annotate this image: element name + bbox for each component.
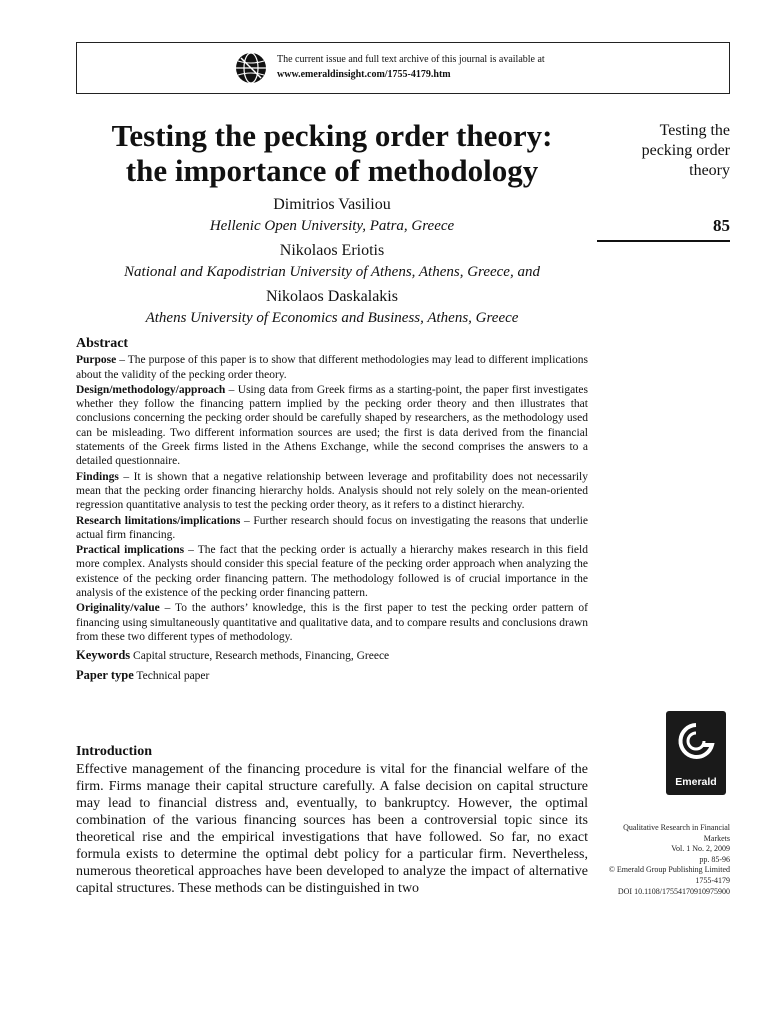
citation-volume: Vol. 1 No. 2, 2009 [671, 844, 730, 854]
citation-issn: 1755-4179 [695, 875, 730, 885]
title-line-2: the importance of methodology [125, 153, 539, 188]
author-name: Dimitrios Vasiliou [273, 196, 391, 213]
abstract-heading: Abstract [76, 336, 129, 351]
author-name: Nikolaos Daskalakis [266, 288, 398, 305]
abstract-section [76, 601, 588, 644]
section-text: – To the authors’ knowledge, this is the first paper to test the pecking order pattern of financing using simultaneously quantitative and qualitative data, and to compare results and conclusions drawn from these two different types of methodology. [76, 602, 588, 643]
keywords-label: Keywords [76, 648, 131, 663]
citation-journal: Qualitative Research in Financial [623, 823, 730, 832]
running-title-line: pecking order [641, 142, 730, 159]
author-affiliation: National and Kapodistrian University of Athens, Athens, Greece, and [124, 264, 540, 280]
emerald-e-icon [676, 721, 716, 771]
section-text: – The fact that the pecking order is actually a hierarchy makes research in this field more complex. Analysts should consider this special feature of the pecking order approach when analyzing the existence of the pecking order financing pattern. The methodology followed is of crucial importance in the analysis of the existence of the pecking order financing pattern. [76, 544, 588, 600]
abstract-section [76, 514, 588, 543]
paper-type-text: Technical paper [136, 669, 210, 682]
globe-icon [235, 52, 267, 84]
section-label: Findings [76, 470, 119, 483]
banner-line: The current issue and full text archive of this journal is available at [277, 54, 545, 65]
section-label: Originality/value [76, 602, 160, 615]
author-affiliation: Hellenic Open University, Patra, Greece [209, 218, 455, 234]
page-number: 85 [713, 216, 730, 235]
section-text: – It is shown that a negative relationship between leverage and profitability does not necessarily mean that the pecking order financing hierarchy holds. Analysis should not rely solely on the mean-oriented regression quantitative analysis to test the pecking order theory, as it refers to a distinct hierarchy. [76, 470, 588, 512]
running-title-line: Testing the [659, 122, 730, 139]
section-label: Purpose [76, 354, 117, 367]
running-title [590, 121, 730, 181]
author-name: Nikolaos Eriotis [279, 242, 385, 259]
emerald-logo [666, 711, 726, 795]
article-header [76, 118, 588, 332]
keywords [76, 648, 588, 663]
article-title [76, 118, 588, 188]
banner-text [277, 52, 545, 82]
introduction-text: Effective management of the financing procedure is vital for the financial welfare of the firm. Firms manage their capital structure carefully. A false decision on capital structure may lead to financial distress and, eventually, to bankruptcy. However, the optimal combination of the various financing sources has been a controversial topic since its theoretical rise and the empirical investigations that have followed. So far, no exact formula exists to determine the optimal debt policy for a particular firm. Nevertheless, numerous theoretical approaches have been developed to analyze the impact of alternative capital structures. These methods can be distinguished in two [76, 762, 588, 896]
citation-copyright: © Emerald Group Publishing Limited [608, 865, 730, 875]
paper-type-label: Paper type [76, 667, 134, 682]
citation-pages: pp. 85-96 [699, 854, 730, 864]
abstract-section [76, 353, 588, 382]
section-text: – Using data from Greek firms as a starting-point, the paper first investigates whether they follow the financing pattern implied by the pecking order theory and then illustrates that conclusions concerning the pecking order should be carefully shaped by researchers, as the methodology used can be misleading. Two different information sources are used; the first is data derived from the financial statements of the Greek firms listed in the Athens Exchange, while the second comprises the answers to a detailed questionnaire. [76, 383, 588, 468]
paper-type [76, 668, 588, 683]
logo-text: Emerald [675, 776, 717, 788]
section-label: Research limitations/implications [76, 514, 241, 527]
author-list [76, 194, 588, 328]
citation-block [580, 823, 730, 897]
introduction-heading: Introduction [76, 744, 152, 759]
title-line-1: Testing the pecking order theory: [111, 118, 553, 153]
author-affiliation: Athens University of Economics and Business, Athens, Greece [145, 310, 519, 326]
citation-journal: Markets [703, 833, 730, 843]
section-label: Practical implications [76, 544, 185, 557]
citation-doi: DOI 10.1108/17554170910975900 [617, 886, 730, 896]
section-label: Design/methodology/approach [76, 383, 226, 396]
running-title-line: theory [689, 162, 730, 179]
keywords-text: Capital structure, Research methods, Financing, Greece [133, 650, 390, 663]
journal-url-link[interactable]: www.emeraldinsight.com/1755-4179.htm [277, 69, 451, 80]
abstract-section [76, 383, 588, 469]
section-text: – The purpose of this paper is to show that different methodologies may lead to different implications about the validity of the pecking order theory. [76, 354, 588, 381]
abstract-section [76, 470, 588, 513]
section-text: – Further research should focus on investigating the reasons that underlie actual firm financing. [76, 514, 589, 541]
journal-banner [76, 42, 730, 94]
sidebar-divider [597, 240, 730, 242]
abstract-section [76, 543, 588, 600]
introduction [76, 743, 588, 897]
abstract [76, 337, 588, 684]
